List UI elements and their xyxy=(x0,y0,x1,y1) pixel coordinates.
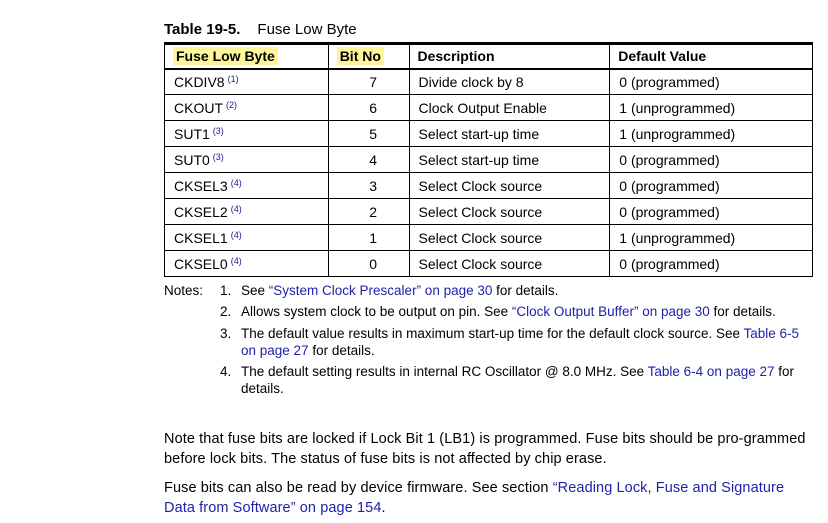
note-ref: (1) xyxy=(227,73,239,84)
note-ref: (4) xyxy=(230,229,242,240)
table-row xyxy=(165,173,813,199)
description-cell: Select Clock source xyxy=(409,251,610,277)
note-text-after: for details. xyxy=(241,364,795,396)
table-row xyxy=(165,199,813,225)
bit-no-cell: 4 xyxy=(328,147,409,173)
table-row xyxy=(165,225,813,251)
note-link[interactable]: “Clock Output Buffer” on page 30 xyxy=(511,304,710,319)
fuse-name-cell xyxy=(165,251,329,277)
note-link[interactable]: “System Clock Prescaler” on page 30 xyxy=(268,283,493,298)
note-number: 1. xyxy=(220,283,232,298)
note-number: 4. xyxy=(220,364,232,379)
header-default-value: Default Value xyxy=(610,44,813,69)
fuse-name: CKOUT xyxy=(174,99,223,116)
note-item xyxy=(220,363,814,397)
default-value-cell: 1 (unprogrammed) xyxy=(610,95,813,121)
firmware-read-paragraph xyxy=(164,478,814,518)
description-cell: Select Clock source xyxy=(409,225,610,251)
note-item xyxy=(220,325,814,359)
fuse-name-cell xyxy=(165,147,329,173)
note-text-before: The default value results in maximum start-up time for the default clock source. See xyxy=(241,326,744,341)
table-header-row xyxy=(165,44,813,69)
fuse-name-cell xyxy=(165,173,329,199)
bit-no-cell: 1 xyxy=(328,225,409,251)
note-text-after: for details. xyxy=(709,304,776,319)
note-text-before: The default setting results in internal RC Oscillator @ 8.0 MHz. See xyxy=(241,364,648,379)
fuse-name-cell xyxy=(165,199,329,225)
note-number: 2. xyxy=(220,304,232,319)
table-row xyxy=(165,69,813,95)
note-ref: (4) xyxy=(230,203,242,214)
note-text xyxy=(241,325,814,359)
description-cell: Select Clock source xyxy=(409,173,610,199)
note-text-before: See xyxy=(241,283,269,298)
header-fuse-low-byte xyxy=(165,44,329,69)
table-title: Fuse Low Byte xyxy=(257,21,357,38)
note-text xyxy=(241,282,814,299)
fuse-low-byte-table xyxy=(164,42,813,277)
fuse-name: CKSEL2 xyxy=(174,203,228,220)
note-ref: (2) xyxy=(226,99,237,110)
fuse-name-cell xyxy=(165,225,329,251)
description-cell: Select Clock source xyxy=(409,199,610,225)
note-ref: (4) xyxy=(230,177,242,188)
header-bit-no-label: Bit No xyxy=(337,47,384,65)
reading-lock-fuse-link[interactable]: “Reading Lock, Fuse and Signature Data from Software” on page 154 xyxy=(164,480,785,516)
bit-no-cell: 6 xyxy=(328,95,409,121)
note-ref: (3) xyxy=(212,125,224,136)
fuse-lock-paragraph: Note that fuse bits are locked if Lock Bit 1 (LB1) is programmed. Fuse bits should be pro-grammed before lock bits. The status of fuse bits is not affected by chip erase. xyxy=(164,431,806,467)
note-text xyxy=(241,363,814,397)
default-value-cell: 0 (programmed) xyxy=(610,69,813,95)
paragraph-text: Fuse bits can also be read by device firmware. See section xyxy=(164,480,553,496)
note-item xyxy=(220,282,814,299)
bit-no-cell: 2 xyxy=(328,199,409,225)
default-value-cell: 1 (unprogrammed) xyxy=(610,121,813,147)
fuse-name-cell xyxy=(165,69,329,95)
fuse-name: CKSEL1 xyxy=(174,229,228,246)
table-row xyxy=(165,95,813,121)
default-value-cell: 0 (programmed) xyxy=(610,173,813,199)
note-link[interactable]: Table 6-4 on page 27 xyxy=(647,364,775,379)
fuse-name: CKDIV8 xyxy=(174,73,225,90)
bit-no-cell: 0 xyxy=(328,251,409,277)
note-number: 3. xyxy=(220,326,232,341)
default-value-cell: 0 (programmed) xyxy=(610,251,813,277)
note-ref: (3) xyxy=(212,151,224,162)
description-cell: Clock Output Enable xyxy=(409,95,610,121)
bit-no-cell: 3 xyxy=(328,173,409,199)
header-bit-no xyxy=(328,44,409,69)
note-item xyxy=(220,303,814,320)
note-ref: (4) xyxy=(230,255,242,266)
header-description: Description xyxy=(409,44,610,69)
note-text-after: for details. xyxy=(492,283,559,298)
note-text xyxy=(241,303,814,320)
default-value-cell: 0 (programmed) xyxy=(610,147,813,173)
note-text-before: Allows system clock to be output on pin. See xyxy=(241,304,512,319)
fuse-name: SUT1 xyxy=(174,125,210,142)
fuse-name-cell xyxy=(165,121,329,147)
fuse-name: SUT0 xyxy=(174,151,210,168)
table-row xyxy=(165,121,813,147)
fuse-name-cell xyxy=(165,95,329,121)
description-cell: Select start-up time xyxy=(409,147,610,173)
table-row xyxy=(165,147,813,173)
default-value-cell: 1 (unprogrammed) xyxy=(610,225,813,251)
description-cell: Select start-up time xyxy=(409,121,610,147)
description-cell: Divide clock by 8 xyxy=(409,69,610,95)
fuse-name: CKSEL0 xyxy=(174,255,228,272)
bit-no-cell: 5 xyxy=(328,121,409,147)
header-fuse-low-byte-label: Fuse Low Byte xyxy=(173,47,278,65)
fuse-name: CKSEL3 xyxy=(174,177,228,194)
note-text-after: for details. xyxy=(308,343,375,358)
table-caption xyxy=(164,21,357,38)
table-row xyxy=(165,251,813,277)
paragraph-text-end: . xyxy=(381,500,386,516)
note-link[interactable]: Table 6-5 on page 27 xyxy=(241,326,800,358)
notes-label: Notes: xyxy=(164,283,204,298)
table-number: Table 19-5. xyxy=(164,21,241,38)
default-value-cell: 0 (programmed) xyxy=(610,199,813,225)
bit-no-cell: 7 xyxy=(328,69,409,95)
